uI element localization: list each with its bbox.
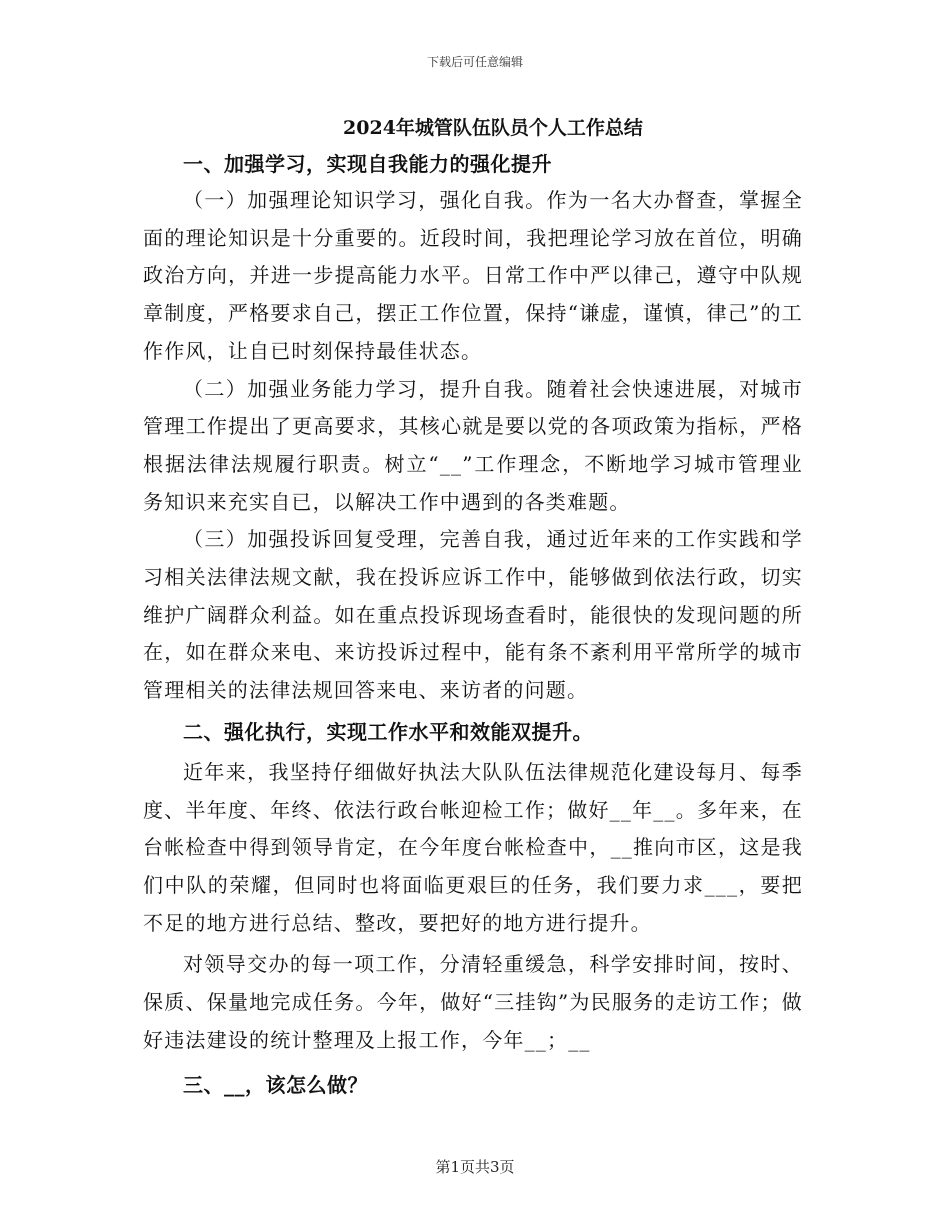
document-title: 2024年城管队伍队员个人工作总结 — [343, 117, 643, 139]
page-indicator: 第1页共3页 — [435, 1158, 515, 1176]
section-heading: 三、__，该怎么做？ — [183, 1073, 368, 1098]
section-3 — [143, 1067, 803, 1103]
spacer — [143, 1059, 803, 1067]
paragraph: 对领导交办的每一项工作，分清轻重缓急，科学安排时间，按时、保质、保量地完成任务。今年，做好“三挂钩”为民服务的走访工作；做好违法建设的统计整理及上报工作，今年__；__ — [143, 952, 803, 1052]
paragraph: （二）加强业务能力学习，提升自我。随着社会快速进展，对城市管理工作提出了更高要求，其核心就是要以党的各项政策为指标，严格根据法律法规履行职责。树立“__”工作理念，不断地学习城市管理业务知识来充实自已，以解决工作中遇到的各类难题。 — [143, 376, 803, 514]
page-header-note: 下载后可任意编辑 — [426, 55, 523, 69]
paragraph: （一）加强理论知识学习，强化自我。作为一名大办督查，掌握全面的理论知识是十分重要的。近段时间，我把理论学习放在首位，明确政治方向，并进一步提高能力水平。日常工作中严以律己，遵守中队规章制度，严格要求自己，摆正工作位置，保持“谦虚，谨慎，律己”的工作作风，让自已时刻保持最佳状态。 — [143, 188, 803, 363]
paragraph: 近年来，我坚持仔细做好执法大队队伍法律规范化建设每月、每季度、半年度、年终、依法行政台帐迎检工作；做好__年__。多年来，在台帐检查中得到领导肯定，在今年度台帐检查中，__推向市区，这是我们中队的荣耀，但同时也将面临更艰巨的任务，我们要力求___，要把不足的地方进行总结、整改，要把好的地方进行提升。 — [143, 759, 803, 935]
section-heading: 二、强化执行，实现工作水平和效能双提升。 — [183, 719, 593, 744]
section-heading: 一、加强学习，实现自我能力的强化提升 — [183, 152, 552, 176]
section-1 — [143, 146, 803, 710]
paragraph: （三）加强投诉回复受理，完善自我，通过近年来的工作实践和学习相关法律法规文献，我在投诉应诉工作中，能够做到依法行政，切实维护广阔群众利益。如在重点投诉现场查看时，能很快的发现问题的所在，如在群众来电、来访投诉过程中，能有条不紊利用平常所学的城市管理相关的法律法规回答来电、来访者的问题。 — [143, 527, 803, 703]
document-body — [143, 110, 803, 1103]
section-2 — [143, 714, 803, 1060]
